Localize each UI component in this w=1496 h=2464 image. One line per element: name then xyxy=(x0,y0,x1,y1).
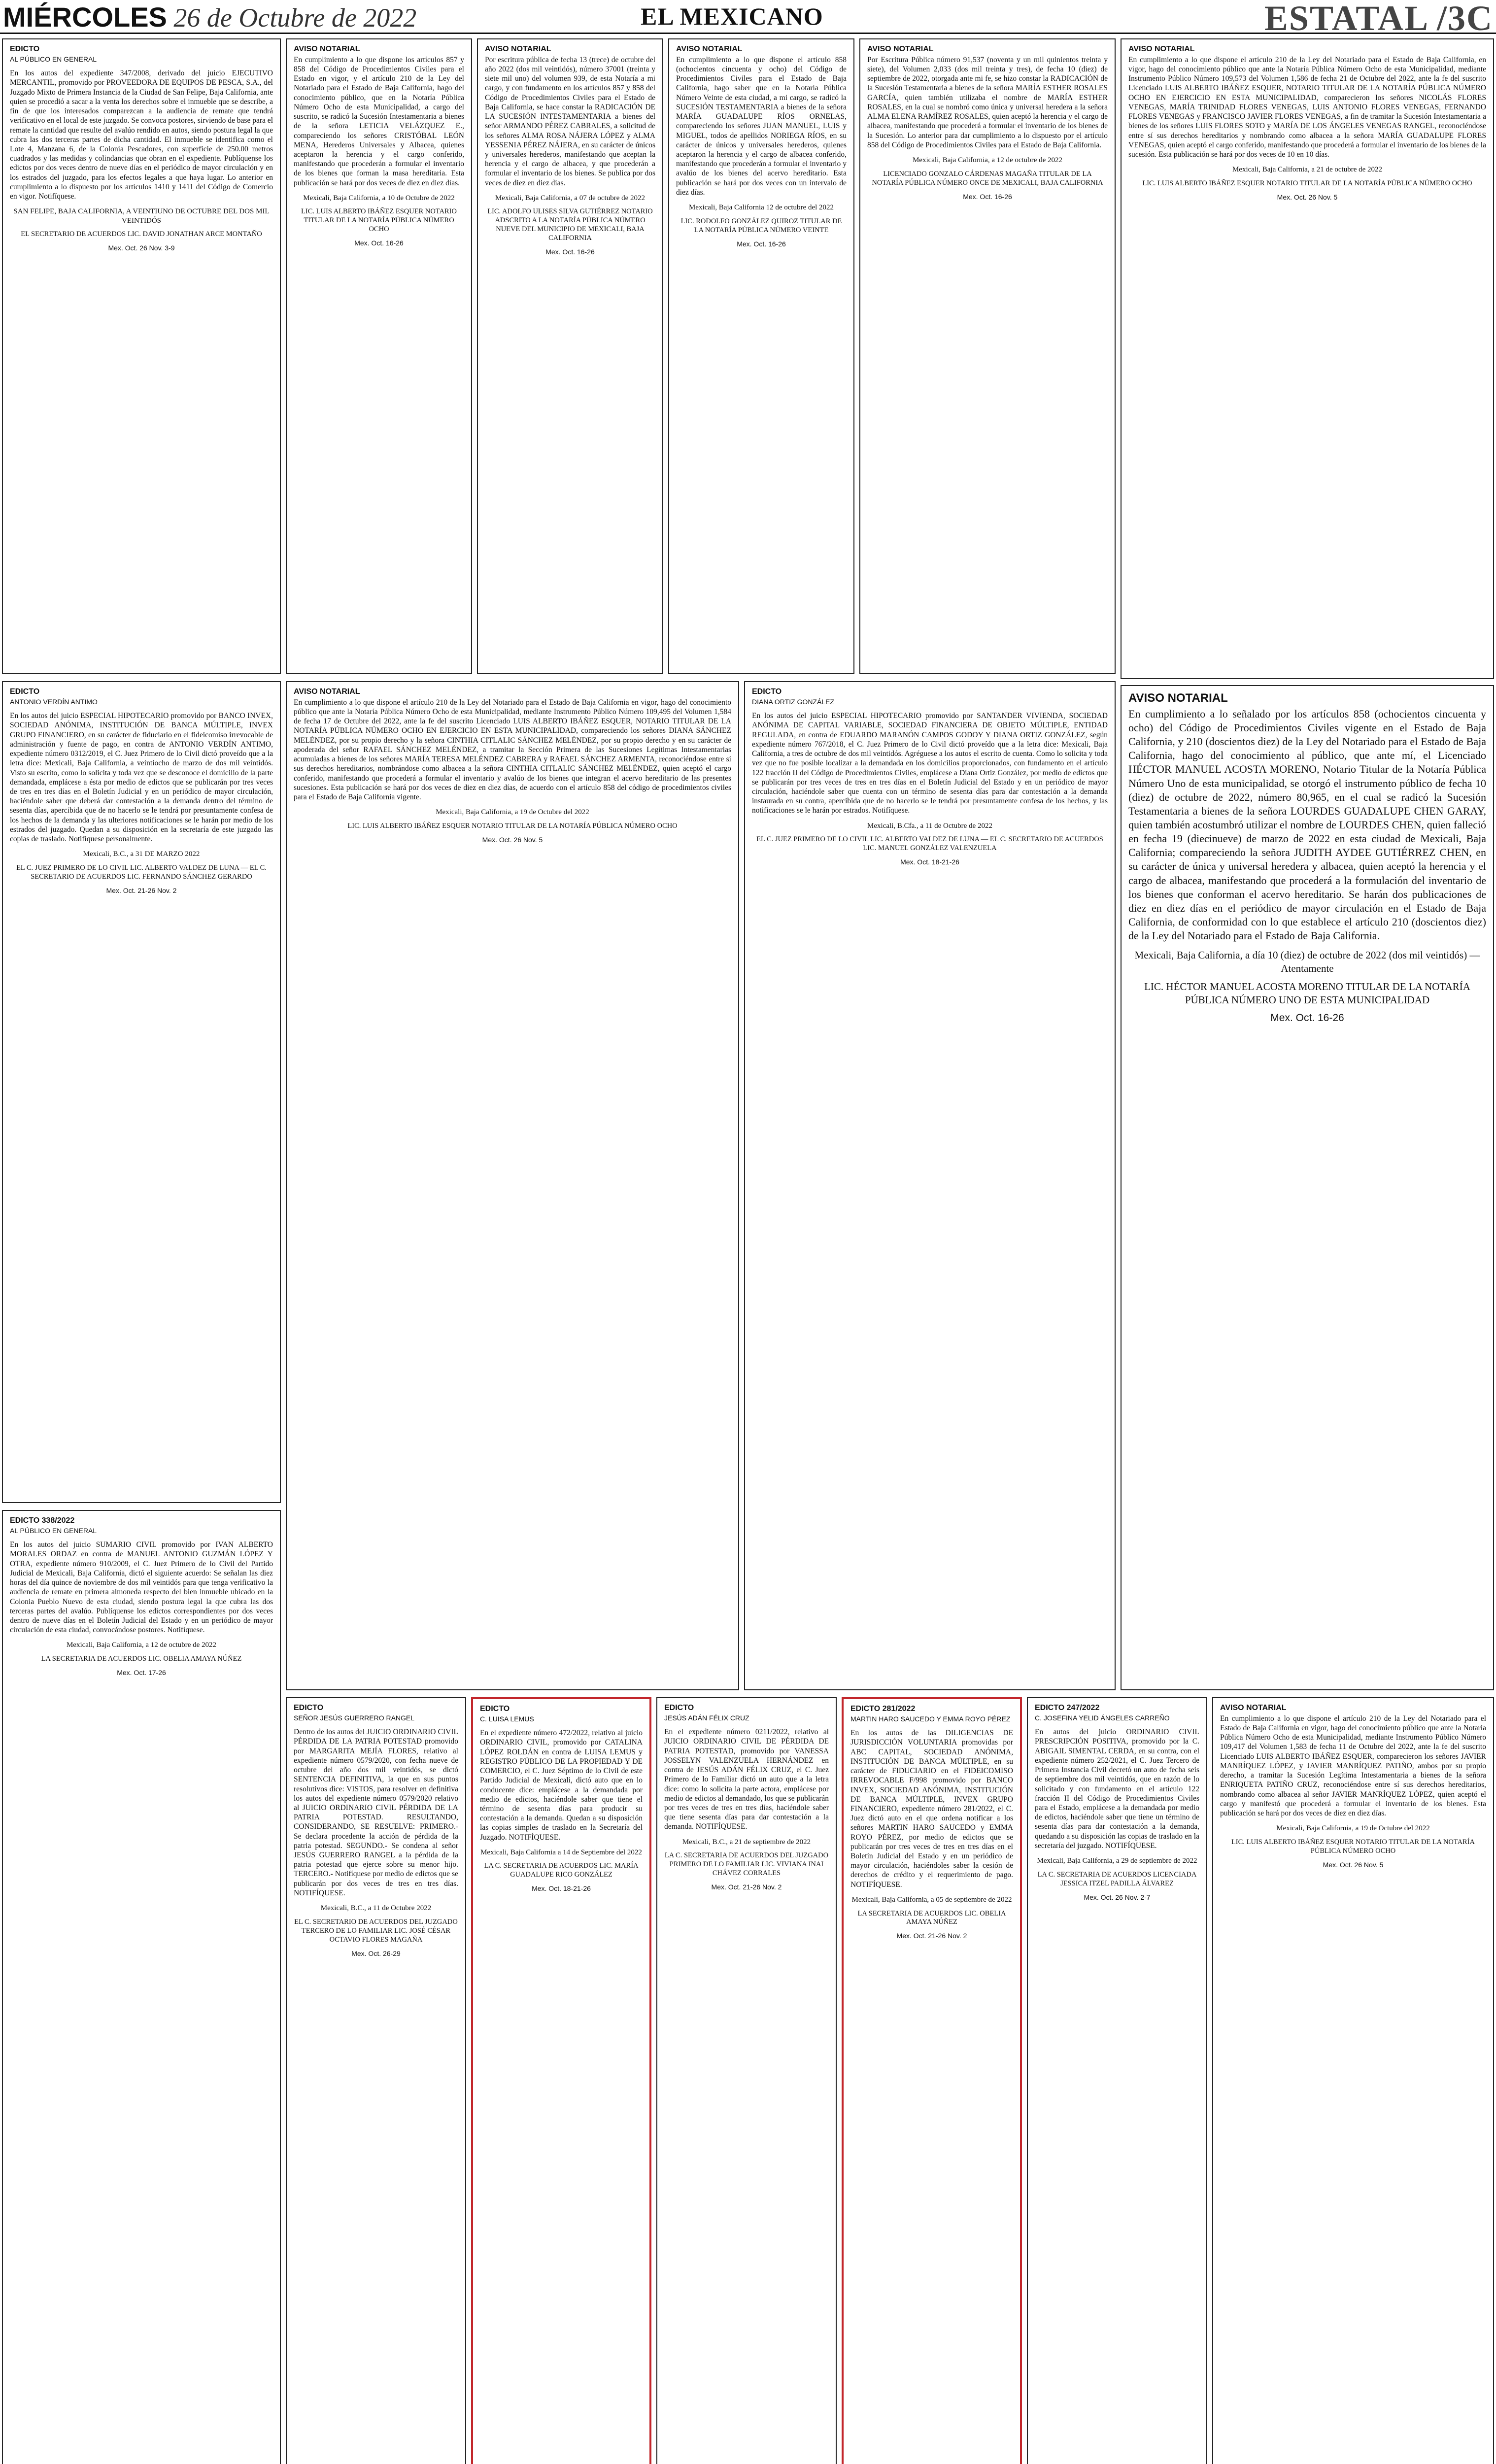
notice-body: En cumplimiento a lo que dispone los artículos 857 y 858 del Código de Procedimientos Civiles para el Estado en vigor, y el artículo 210 de la Ley del Notariado para el Estado de Baja California, hago del conocimiento público, que en la Notaría Pública Número Ocho de esta Municipalidad, a cargo del suscrito, se radicó la Sucesión Intestamentaria a bienes de la señora LETICIA VELÁZQUEZ E., compareciendo los señores CRISTÓBAL LEÓN MENA, Herederos Universales y Albacea, quienes aceptaron la herencia y el cargo conferido, manifestando que procederán a formular el inventario de los bienes que forman la masa hereditaria. Esta publicación se hará por dos veces de diez en diez días. xyxy=(294,55,464,187)
notice-signer: LA C. SECRETARIA DE ACUERDOS DEL JUZGADO PRIMERO DE LO FAMILIAR LIC. VIVIANA INAI CHÁVEZ CORRALES xyxy=(664,1851,829,1878)
notice-body: En cumplimiento a lo señalado por los artículos 858 (ochocientos cincuenta y ocho) del Código de Procedimientos Civiles vigente en el Estado de Baja California, y 210 (doscientos diez) de la Ley del Notariado para el Estado de Baja California, hago del conocimiento al público, que ante mí, el Licenciado HÉCTOR MANUEL ACOSTA MORENO, Notario Titular de la Notaría Pública Número Uno de esta municipalidad, se otorgó el instrumento público de fecha 10 (diez) de octubre de 2022, número 80,965, en el cual se radicó la Sucesión Testamentaria a bienes de la señora LOURDES GUADALUPE CHEN GARAY, quien también acostumbró utilizar el nombre de LOURDES CHEN, quien falleció en fecha 19 (diecinueve) de marzo de 2022 en esta ciudad de Mexicali, Baja California; compareciendo la señora JUDITH AYDEE GUTIÉRREZ CHEN, en su carácter de única y universal heredera y albacea, quien aceptó la herencia y el cargo de albacea, manifestando que procederá a la formulación del inventario de los bienes que conforman el acervo hereditario. Se harán dos publicaciones de diez en diez días en el periódico de mayor circulación en el Estado de Baja California, de conformidad con lo que establece el artículo 210 (doscientos diez) de la Ley del Notariado para el Estado de Baja California. xyxy=(1128,707,1486,942)
notice-publication-dates: Mex. Oct. 26 Nov. 3-9 xyxy=(108,244,175,252)
notice-kind: EDICTO xyxy=(480,1705,510,1713)
notice-publication-dates: Mex. Oct. 17-26 xyxy=(117,1668,166,1677)
header-paper-name: EL MEXICANO xyxy=(641,2,823,30)
notice-body: En autos del juicio ORDINARIO CIVIL PRESCRIPCIÓN POSITIVA, promovido por la C. ABIGAIL SIMENTAL CERDA, en su contra, con el expediente número 252/2021, el C. Juez Tercero de Primera Instancia Civil decretó un auto de fecha seis de septiembre dos mil veintidós, que en razón de lo solicitado y con fundamento en el artículo 122 fracción II del Código de Procedimientos Civiles para el Estado, emplácese a la demandada por medio de edictos, haciéndole saber que tiene un término de sesenta días para dar contestación a la demanda, quedando a su disposición las copias de traslado en la secretaría del juzgado. NOTIFÍQUESE. xyxy=(1035,1728,1199,1850)
notice-kind: EDICTO xyxy=(294,1704,324,1712)
notice-kind: AVISO NOTARIAL xyxy=(1128,45,1195,53)
notice-closing: Mexicali, Baja California, a 12 de octubre de 2022 xyxy=(66,1641,217,1649)
notice-aviso-rosales xyxy=(859,38,1116,674)
notice-edicto-san-felipe xyxy=(2,38,281,674)
notice-edicto-luisa-lemus xyxy=(471,1697,651,2464)
notice-closing: Mexicali, Baja California, a 05 de septiembre de 2022 xyxy=(851,1895,1012,1904)
notice-signer: LIC. RODOLFO GONZÁLEZ QUIROZ TITULAR DE LA NOTARÍA PÚBLICA NÚMERO VEINTE xyxy=(680,217,842,234)
notice-aviso-rios-ornelas xyxy=(668,38,854,674)
notice-kind: EDICTO xyxy=(664,1704,694,1712)
notice-body: En los autos del juicio ESPECIAL HIPOTECARIO promovido por BANCO INVEX, SOCIEDAD ANÓNIMA, INSTITUCIÓN DE BANCA MÚLTIPLE, INVEX GRUPO FINANCIERO, en su carácter de fiduciario en el fideicomiso irrevocable de administración y fuente de pago, en contra de ANTONIO VERDÍN ANTIMO, expediente número 0312/2019, el C. Juez Primero de lo Civil dictó proveído que a la letra dice: Mexicali, Baja California, a veintiocho de marzo de dos mil veintidós. Visto su escrito, como lo solicita y toda vez que se desconoce el domicilio de la parte demandada, emplácese a ésta por medio de edictos que se publicarán por tres veces de tres en tres días en el Boletín Judicial y en un periódico de mayor circulación, haciéndole saber que deberá dar contestación a la demanda dentro del término de sesenta días, apercibida que de no hacerlo se le tendrá por presuntamente confesa de los hechos de la demanda y las ulteriores notificaciones se le harán por medio de los estrados del juzgado. Quedan a su disposición en la secretaría de este juzgado las copias de traslado. Notifíquese personalmente. xyxy=(10,712,273,844)
notice-signer: LA C. SECRETARIA DE ACUERDOS LICENCIADA JESSICA ITZEL PADILLA ÁLVAREZ xyxy=(1037,1870,1197,1887)
notice-signer: LIC. ADOLFO ULISES SILVA GUTIÉRREZ NOTARIO ADSCRITO A LA NOTARÍA PÚBLICA NÚMERO NUEVE DEL MUNICIPIO DE MEXICALI, BAJA CALIFORNIA xyxy=(487,207,653,242)
notice-aviso-perez-cabrales xyxy=(477,38,663,674)
page-header xyxy=(0,0,1496,38)
notice-publication-dates: Mex. Oct. 21-26 Nov. 2 xyxy=(106,886,177,894)
notice-body: En cumplimiento a lo que dispone el artículo 210 de la Ley del Notariado para el Estado de Baja California, en vigor, hago del conocimiento público que ante la Notaría Pública Número Ocho de esta Municipalidad, mediante Instrumento Público Número 109,573 del Volumen 1,586 de fecha 21 de Octubre del 2022, ante la fe del suscrito Licenciado LUIS ALBERTO IBÁÑEZ ESQUER, NOTARIO TITULAR DE LA NOTARÍA PÚBLICA NÚMERO OCHO EN EJERCICIO EN ESTA MUNICIPALIDAD, comparecieron los señores NICOLÁS FLORES VENEGAS, MARÍA TRINIDAD FLORES VENEGAS, LUIS ANTONIO FLORES VENEGAS, FERNANDO FLORES VENEGAS y FRANCISCO JAVIER FLORES VENEGAS, a fin de tramitar la Sucesión Intestamentaria a bienes de los señores LUIS FLORES SOTO y MARÍA DE LOS ÁNGELES VENEGAS RANGEL, reconociéndose entre sí sus derechos hereditarios y nombrando como albacea a la señora MARÍA GUADALUPE FLORES VENEGAS, quien aceptó el cargo conferido, manifestando que procederá a formular el inventario de los bienes de la sucesión. Esta publicación se hará por dos veces de 10 en 10 días. xyxy=(1128,55,1486,159)
notice-publication-dates: Mex. Oct. 26 Nov. 5 xyxy=(1277,193,1338,201)
notice-closing: Mexicali, B.C., a 21 de septiembre de 2022 xyxy=(682,1838,811,1846)
notice-body: En los autos del juicio SUMARIO CIVIL promovido por IVAN ALBERTO MORALES ORDAZ en contra de MANUEL ANTONIO GUZMÁN LÓPEZ Y OTRA, expediente número 910/2009, el C. Juez Primero de lo Civil del Partido Judicial de Mexicali, Baja California, dictó el siguiente acuerdo: Se señalan las diez horas del día quince de noviembre de dos mil veintidós para que tenga verificativo la audiencia de remate en primera almoneda respecto del bien inmueble ubicado en la Colonia Pueblo Nuevo de esta ciudad, siendo postura legal la que cubra las dos terceras partes del avalúo. Publíquense los edictos correspondientes por dos veces dentro de nueve días en el Boletín Judicial del Estado y en un periódico de mayor circulación de esta ciudad, convocándose postores. Notifíquese. xyxy=(10,1540,273,1635)
notice-publication-dates: Mex. Oct. 26 Nov. 5 xyxy=(1323,1860,1384,1869)
header-date xyxy=(3,1,416,33)
notice-signer: LICENCIADO GONZALO CÁRDENAS MAGAÑA TITULAR DE LA NOTARÍA PÚBLICA NÚMERO ONCE DE MEXICALI, BAJA CALIFORNIA xyxy=(872,170,1103,187)
notice-addressee: AL PÚBLICO EN GENERAL xyxy=(10,1526,97,1535)
notice-body: En los autos del expediente 347/2008, derivado del juicio EJECUTIVO MERCANTIL, promovido por PROVEEDORA DE EQUIPOS DE PESCA, S.A., del Juzgado Mixto de Primera Instancia de la Ciudad de San Felipe, Baja California, ante quien se procedió a sacar a la venta los derechos sobre el inmueble que se describe, a fin de que los interesados comparezcan a la audiencia de remate que tendrá verificativo en el local de este juzgado. Se convoca postores, sirviendo de base para el remate la cantidad que resulte del avalúo rendido en autos, siendo postura legal la que cubra las dos terceras partes de dicha cantidad. El inmueble se identifica como el Lote 4, Manzana 6, de la Colonia Pescadores, con superficie de 250.00 metros cuadrados y las medidas y colindancias que obran en el expediente. Publíquense los edictos por dos veces dentro de nueve días en el periódico de mayor circulación y en los estrados del juzgado, para los efectos legales a que haya lugar. Lo anterior en cumplimiento a lo dispuesto por los artículos 1410 y 1411 del Código de Comercio en vigor. Notifíquese. xyxy=(10,69,273,201)
notice-aviso-sanchez-melendez xyxy=(286,681,739,1690)
notice-signer: LIC. LUIS ALBERTO IBÁÑEZ ESQUER NOTARIO TITULAR DE LA NOTARÍA PÚBLICA NÚMERO OCHO xyxy=(347,821,678,830)
notice-signer: LIC. LUIS ALBERTO IBÁÑEZ ESQUER NOTARIO TITULAR DE LA NOTARÍA PÚBLICA NÚMERO OCHO xyxy=(1231,1838,1475,1855)
notice-publication-dates: Mex. Oct. 16-26 xyxy=(1270,1012,1344,1024)
notice-closing: Mexicali, Baja California, a 29 de septiembre de 2022 xyxy=(1037,1857,1197,1865)
notice-kind: AVISO NOTARIAL xyxy=(867,45,934,53)
notice-edicto-verdin xyxy=(2,681,281,1503)
notice-publication-dates: Mex. Oct. 26 Nov. 5 xyxy=(482,835,543,844)
notice-addressee: JESÚS ADÁN FÉLIX CRUZ xyxy=(664,1713,749,1722)
notice-edicto-angeles-carreno xyxy=(1027,1697,1207,2464)
notice-closing: Mexicali, Baja California, a 21 de octubre de 2022 xyxy=(1232,166,1383,174)
notice-signer: LA SECRETARIA DE ACUERDOS LIC. OBELIA AMAYA NÚÑEZ xyxy=(857,1909,1006,1926)
notice-closing: SAN FELIPE, BAJA CALIFORNIA, A VEINTIUNO DE OCTUBRE DEL DOS MIL VEINTIDÓS xyxy=(13,207,270,225)
notice-addressee: ANTONIO VERDÍN ANTIMO xyxy=(10,697,98,706)
notice-closing: Mexicali, B.C., a 31 DE MARZO 2022 xyxy=(83,850,200,858)
notice-publication-dates: Mex. Oct. 18-21-26 xyxy=(900,858,959,866)
notice-signer: EL SECRETARIO DE ACUERDOS LIC. DAVID JONATHAN ARCE MONTAÑO xyxy=(21,230,262,239)
notice-signer: LA C. SECRETARIA DE ACUERDOS LIC. MARÍA GUADALUPE RICO GONZÁLEZ xyxy=(484,1862,639,1879)
notice-signer: LIC. LUIS ALBERTO IBÁÑEZ ESQUER NOTARIO TITULAR DE LA NOTARÍA PÚBLICA NÚMERO OCHO xyxy=(1142,179,1472,187)
notice-closing: Mexicali, Baja California, a 19 de Octubre del 2022 xyxy=(436,808,589,817)
notice-signer: LIC. LUIS ALBERTO IBÁÑEZ ESQUER NOTARIO TITULAR DE LA NOTARÍA PÚBLICA NÚMERO OCHO xyxy=(301,207,457,234)
notice-aviso-chen-garay xyxy=(1121,685,1494,1690)
notice-addressee: DIANA ORTIZ GONZÁLEZ xyxy=(752,697,834,706)
notice-body: Dentro de los autos del JUICIO ORDINARIO CIVIL PÉRDIDA DE LA PATRIA POTESTAD promovido por MARGARITA MEJÍA FLORES, relativo al expediente número 0579/2020, con fecha nueve de octubre del año dos mil veintidós, se dictó SENTENCIA DEFINITIVA, la que en sus puntos resolutivos dice: VISTOS, para resolver en definitiva los autos del expediente número 0579/2020 relativo al JUICIO ORDINARIO CIVIL PÉRDIDA DE LA PATRIA POTESTAD. RESULTANDO, CONSIDERANDO, SE RESUELVE: PRIMERO.- Se declara procedente la acción de pérdida de la patria potestad. SEGUNDO.- Se condena al señor JESÚS GUERRERO RANGEL a la pérdida de la patria potestad que ejerce sobre su menor hijo. TERCERO.- Notifíquese por medio de edictos que se publicarán por dos veces de tres en tres días. NOTIFÍQUESE. xyxy=(294,1728,458,1897)
notice-kind: EDICTO xyxy=(10,45,40,53)
notice-kind: EDICTO xyxy=(10,687,40,696)
notice-kind: AVISO NOTARIAL xyxy=(294,687,360,696)
notice-body: Por escritura pública de fecha 13 (trece) de octubre del año 2022 (dos mil veintidós), número 37001 (treinta y siete mil uno) del volumen 939, de esta Notaría a mi cargo, y con fundamento en los artículos 857 y 858 del Código de Procedimientos Civiles para el Estado de Baja California, se hace constar la RADICACIÓN DE LA SUCESIÓN INTESTAMENTARIA a bienes del señor ARMANDO PÉREZ CABRALES, a solicitud de los señores ALMA ROSA NÁJERA LÓPEZ y ALMA YESSENIA PÉREZ NÁJERA, en su carácter de únicos y universales herederos, manifestando que aceptan la herencia y el cargo de albacea, y que procederán a formular el inventario de los bienes. Se publica por dos veces de diez en diez días. xyxy=(485,55,655,187)
notice-body: En cumplimiento a lo que dispone el artículo 858 (ochocientos cincuenta y ocho) del Código de Procedimientos Civiles para el Estado de Baja California, hago saber que en la Notaría Pública Número Veinte de esta ciudad, a mi cargo, se radicó la SUCESIÓN TESTAMENTARIA a bienes de la señora MARÍA GUADALUPE RÍOS ORNELAS, compareciendo los señores JUAN MANUEL, LUIS y MIGUEL, todos de apellidos NORIEGA RÍOS, en su carácter de únicos y universales herederos, quienes aceptaron la herencia y el cargo de albacea conferido, manifestando que procederán a formular el inventario y avalúo de los bienes del acervo hereditario. Esta publicación se hará por dos veces con un intervalo de diez días. xyxy=(676,55,847,197)
notice-publication-dates: Mex. Oct. 18-21-26 xyxy=(532,1884,591,1893)
notice-closing: Mexicali, B.C., a 11 de Octubre 2022 xyxy=(320,1904,432,1913)
notice-publication-dates: Mex. Oct. 21-26 Nov. 2 xyxy=(711,1883,782,1891)
notice-aviso-flores-venegas xyxy=(1121,38,1494,679)
notice-kind: AVISO NOTARIAL xyxy=(1128,691,1228,705)
notice-body: Por Escritura Pública número 91,537 (noventa y un mil quinientos treinta y siete), del Volumen 2,033 (dos mil treinta y tres), de fecha 10 (diez) de septiembre de 2022, otorgada ante mi fe, se hizo constar la RADICACIÓN de la Sucesión Testamentaria a bienes de la señora MARÍA ESTHER ROSALES GARCÍA, quien también utilizaba el nombre de MARÍA ESTHER ROSALES, en la cual se nombró como única y universal heredera a la señora ALMA ELENA RAMÍREZ ROSALES, quien aceptó la herencia y el cargo de albacea, manifestando que procederá a formular el inventario de los bienes de la Sucesión. Lo anterior para dar cumplimiento a lo dispuesto por el artículo 858 del Código de Procedimientos Civiles para el Estado de Baja California. xyxy=(867,55,1108,149)
notice-closing: Mexicali, Baja California, a 10 de Octubre de 2022 xyxy=(303,194,455,202)
header-date-text: 26 de Octubre de 2022 xyxy=(173,3,417,33)
notice-edicto-haro-saucedo xyxy=(842,1697,1022,2464)
notice-publication-dates: Mex. Oct. 16-26 xyxy=(963,192,1012,201)
notice-body: En el expediente número 0211/2022, relativo al JUICIO ORDINARIO CIVIL DE PÉRDIDA DE PATRIA POTESTAD, promovido por VANESSA JOSSELYN VALENZUELA HERNÁNDEZ en contra de JESÚS ADÁN FÉLIX CRUZ, el C. Juez Primero de lo Familiar dictó un auto que a la letra dice: como lo solicita la parte actora, emplácese por medio de edictos al demandado, los que se publicarán por tres veces de tres en tres días, haciéndole saber que tiene sesenta días para dar contestación a la demanda. NOTIFÍQUESE. xyxy=(664,1728,829,1831)
notice-closing: Mexicali, Baja California, a 12 de octubre de 2022 xyxy=(912,156,1063,165)
notice-signer: LIC. HÉCTOR MANUEL ACOSTA MORENO TITULAR DE LA NOTARÍA PÚBLICA NÚMERO UNO DE ESTA MUNICIPALIDAD xyxy=(1144,981,1470,1006)
notice-signer: EL C. JUEZ PRIMERO DE LO CIVIL LIC. ALBERTO VALDEZ DE LUNA — EL C. SECRETARIO DE ACUERDOS LIC. FERNANDO SÁNCHEZ GERARDO xyxy=(16,863,267,881)
notice-addressee: C. JOSEFINA YELID ÁNGELES CARREÑO xyxy=(1035,1713,1170,1722)
notice-kind: AVISO NOTARIAL xyxy=(485,45,551,53)
notice-publication-dates: Mex. Oct. 21-26 Nov. 2 xyxy=(896,1932,967,1940)
notice-body: En los autos del juicio ESPECIAL HIPOTECARIO promovido por SANTANDER VIVIENDA, SOCIEDAD ANÓNIMA DE CAPITAL VARIABLE, SOCIEDAD FINANCIERA DE OBJETO MÚLTIPLE, ENTIDAD REGULADA, en contra de EDUARDO MARANÓN CAMPOS GODOY Y DIANA ORTIZ GONZÁLEZ, según expediente número 767/2018, el C. Juez Primero de lo Civil dictó proveído que a la letra dice: Mexicali, Baja California, a tres de octubre de dos mil veintidós. Agréguese a los autos el escrito de cuenta. Como lo solicita y toda vez que no fue posible localizar a la demandada en los domicilios proporcionados, con fundamento en el artículo 122 fracción II del Código de Procedimientos Civiles, emplácese a Diana Ortiz González, por medio de edictos que se publicarán por tres veces de tres en tres días en el Boletín Judicial del Estado y en un periódico de mayor circulación, haciéndole saber que cuenta con un término de sesenta días para dar contestación a la demanda instaurada en su contra, apercibida que de no hacerlo se le tendrá por presuntamente confesa de los hechos, y las notificaciones se le harán por estrados. Notifíquese. xyxy=(752,712,1108,815)
notice-signer: EL C. SECRETARIO DE ACUERDOS DEL JUZGADO TERCERO DE LO FAMILIAR LIC. JOSÉ CÉSAR OCTAVIO FLORES MAGAÑA xyxy=(294,1917,458,1944)
notice-kind: EDICTO 247/2022 xyxy=(1035,1704,1100,1712)
notice-kind: EDICTO 338/2022 xyxy=(10,1516,75,1525)
header-section: ESTATAL /3C xyxy=(1264,0,1493,38)
notice-kind: EDICTO xyxy=(752,687,782,696)
notice-publication-dates: Mex. Oct. 16-26 xyxy=(545,248,595,256)
notice-addressee: SEÑOR JESÚS GUERRERO RANGEL xyxy=(294,1713,415,1722)
notice-body: En cumplimiento a lo que dispone el artículo 210 de la Ley del Notariado para el Estado de Baja California en vigor, hago del conocimiento público que ante la Notaría Pública Número Ocho de esta Municipalidad, mediante Instrumento Público Número 109,417 del Volumen 1,583 de fecha 11 de Octubre del 2022, ante la fe del suscrito Licenciado LUIS ALBERTO IBÁÑEZ ESQUER, comparecieron los señores JAVIER MANRÍQUEZ LÓPEZ, y JAVIER MANRÍQUEZ PATIÑO, ambos por su propio derecho, a tramitar la Sucesión Legítima Intestamentaria a bienes de la señora ENRIQUETA PATIÑO CRUZ, reconociéndose entre sí sus derechos hereditarios, nombrando como albacea al señor JAVIER MANRÍQUEZ LÓPEZ, quien aceptó el cargo y manifestó que procederá a formular el inventario de los bienes. Esta publicación se hará por dos veces de diez en diez días. xyxy=(1220,1714,1486,1818)
notice-publication-dates: Mex. Oct. 26 Nov. 2-7 xyxy=(1084,1893,1151,1901)
notice-publication-dates: Mex. Oct. 16-26 xyxy=(354,239,404,247)
notice-edicto-ortiz-gonzalez xyxy=(744,681,1116,1690)
notice-body: En los autos de las DILIGENCIAS DE JURISDICCIÓN VOLUNTARIA promovidas por ABC CAPITAL, SOCIEDAD ANÓNIMA, INSTITUCIÓN DE BANCA MÚLTIPLE, en su carácter de FIDUCIARIO en el FIDEICOMISO IRREVOCABLE F/998 promovido por BANCO INVEX, SOCIEDAD ANÓNIMA, INSTITUCIÓN DE BANCA MÚLTIPLE, INVEX GRUPO FINANCIERO, expediente número 281/2022, el C. Juez dictó auto en el que ordena notificar a los señores MARTIN HARO SAUCEDO y EMMA ROYO PÉREZ, por medio de edictos que se publicarán por tres veces de tres en tres días en el Boletín Judicial del Estado y en un periódico de mayor circulación, haciéndoles saber la cesión de derechos de crédito y el requerimiento de pago. NOTIFÍQUESE. xyxy=(850,1729,1013,1889)
notice-publication-dates: Mex. Oct. 26-29 xyxy=(351,1949,401,1957)
notice-closing: Mexicali, Baja California 12 de octubre del 2022 xyxy=(688,204,834,212)
notice-aviso-manriquez xyxy=(1212,1697,1494,2464)
notice-addressee: MARTIN HARO SAUCEDO Y EMMA ROYO PÉREZ xyxy=(850,1714,1011,1723)
notice-addressee: C. LUISA LEMUS xyxy=(480,1714,534,1723)
notice-closing: Mexicali, B.Cfa., a 11 de Octubre de 2022 xyxy=(867,821,992,830)
notice-addressee: AL PÚBLICO EN GENERAL xyxy=(10,55,97,63)
notice-edicto-felix-cruz xyxy=(656,1697,837,2464)
notice-kind: EDICTO 281/2022 xyxy=(850,1705,916,1713)
notice-kind: AVISO NOTARIAL xyxy=(294,45,360,53)
notice-closing: Mexicali, Baja California, a 19 de Octubre del 2022 xyxy=(1276,1824,1430,1833)
notice-closing: Mexicali, Baja California, a día 10 (diez) de octubre de 2022 (dos mil veintidós) — Atentamente xyxy=(1134,949,1480,975)
notice-signer: LA SECRETARIA DE ACUERDOS LIC. OBELIA AMAYA NÚÑEZ xyxy=(41,1654,242,1663)
notice-edicto-338 xyxy=(2,1510,281,2464)
notice-edicto-guerrero-rangel xyxy=(286,1697,466,2464)
notice-closing: Mexicali, Baja California a 14 de Septiembre del 2022 xyxy=(480,1848,642,1856)
notice-kind: AVISO NOTARIAL xyxy=(676,45,743,53)
notice-body: En cumplimiento a lo que dispone el artículo 210 de la Ley del Notariado para el Estado de Baja California en vigor, hago del conocimiento público que ante la Notaría Pública Número Ocho de esta Municipalidad, mediante Instrumento Público Número 109,495 del Volumen 1,584 de fecha 17 de Octubre del 2022, ante la fe del suscrito Licenciado LUIS ALBERTO IBÁÑEZ ESQUER, NOTARIO TITULAR DE LA NOTARÍA PÚBLICA NÚMERO OCHO EN EJERCICIO EN ESTA MUNICIPALIDAD, compareciendo los señores DIANA SÁNCHEZ MELÉNDEZ, por su propio derecho y la señora CINTHIA CITLALIC SÁNCHEZ MELÉNDEZ, por su propio derecho y en su carácter de apoderada del señor RAFAEL SÁNCHEZ MELÉNDEZ, a tramitar la Sección Primera de las Sucesiones Legítimas Intestamentarias acumuladas a bienes de los señores MARÍA TERESA MELÉNDEZ CABRERA y RAFAEL SÁNCHEZ ARMENTA, reconociéndose entre sí sus derechos hereditarios, nombrándose como albacea a la señora CINTHIA CITLALIC SÁNCHEZ MELÉNDEZ, quien aceptó el cargo conferido, manifestando que procederá a formular el inventario y avalúo de los bienes que integran el acervo hereditario de las presentes sucesiones. Esta publicación se hará por dos veces de diez en diez días, de acuerdo con el artículo 858 del código de procedimientos civiles para el Estado de Baja California vigente. xyxy=(294,698,731,802)
notice-kind: AVISO NOTARIAL xyxy=(1220,1704,1287,1712)
notice-body: En el expediente número 472/2022, relativo al juicio ORDINARIO CIVIL, promovido por CATALINA LÓPEZ ROLDÁN en contra de LUISA LEMUS y REGISTRO PÚBLICO DE LA PROPIEDAD Y DE COMERCIO, el C. Juez Séptimo de lo Civil de este Partido Judicial de Mexicali, dictó auto que en lo conducente dice: emplácese a la demandada por medio de edictos, haciéndole saber que tiene el término de sesenta días para producir su contestación a la demanda. Quedan a su disposición las copias simples de traslado en la Secretaría del Juzgado. NOTIFÍQUESE. xyxy=(480,1729,643,1842)
notice-publication-dates: Mex. Oct. 16-26 xyxy=(737,240,786,248)
notice-aviso-velazquez xyxy=(286,38,472,674)
notice-signer: EL C. JUEZ PRIMERO DE LO CIVIL LIC. ALBERTO VALDEZ DE LUNA — EL C. SECRETARIO DE ACUERDOS LIC. MANUEL GONZÁLEZ VALENZUELA xyxy=(756,835,1103,853)
notice-closing: Mexicali, Baja California, a 07 de octubre de 2022 xyxy=(495,194,646,202)
header-weekday: MIÉRCOLES xyxy=(3,1,167,33)
